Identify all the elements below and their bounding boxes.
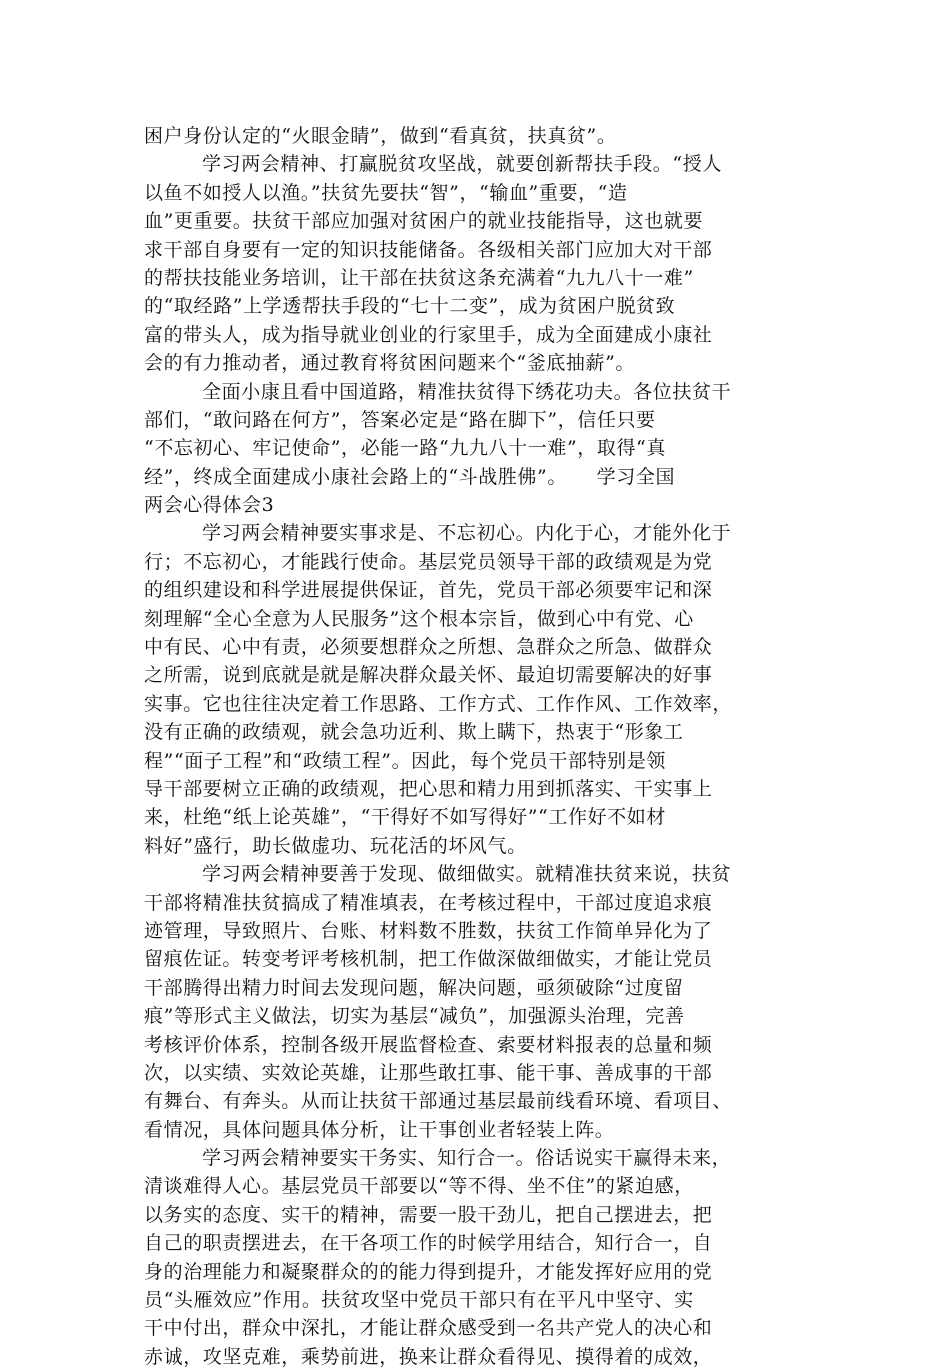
text-line: 导干部要树立正确的政绩观，把心思和精力用到抓落实、干实事上: [144, 777, 713, 800]
text-line: 富的带头人，成为指导就业创业的行家里手，成为全面建成小康社: [144, 323, 713, 346]
text-line: 考核评价体系，控制各级开展监督检查、索要材料报表的总量和频: [144, 1033, 713, 1056]
text-line: 的帮扶技能业务培训，让干部在扶贫这条充满着“九九八十一难”: [144, 266, 694, 289]
text-line: 来，杜绝“纸上论英雄”，“干得好不如写得好”“工作好不如材: [144, 806, 666, 829]
text-line: 留痕佐证。转变考评考核机制，把工作做深做细做实，才能让党员: [144, 948, 713, 971]
text-line: 之所需，说到底就是就是解决群众最关怀、最迫切需要解决的好事: [144, 664, 713, 687]
text-line: 干中付出，群众中深扎，才能让群众感受到一名共产党人的决心和: [144, 1317, 713, 1340]
text-line: 血”更重要。扶贫干部应加强对贫困户的就业技能指导，这也就要: [144, 210, 704, 233]
text-line: 行；不忘初心，才能践行使命。基层党员领导干部的政绩观是为党: [144, 550, 713, 573]
text-line: 次，以实绩、实效论英雄，让那些敢扛事、能干事、善成事的干部: [144, 1061, 713, 1084]
text-line: 全面小康且看中国道路，精准扶贫得下绣花功夫。各位扶贫干: [202, 380, 732, 403]
text-line: 以务实的态度、实干的精神，需要一股干劲儿，把自己摆进去，把: [144, 1203, 713, 1226]
text-line: 学习两会精神要实干务实、知行合一。俗话说实干赢得未来，: [202, 1147, 732, 1170]
text-line: 求干部自身要有一定的知识技能储备。各级相关部门应加大对干部: [144, 238, 713, 261]
text-line: 赤诚，攻坚克难，乘势前进，换来让群众看得见、摸得着的成效，: [144, 1345, 713, 1368]
text-line: 困户身份认定的“火眼金睛”，做到“看真贫，扶真贫”。: [144, 125, 617, 147]
text-line: 迹管理，导致照片、台账、材料数不胜数，扶贫工作简单异化为了: [144, 919, 713, 942]
text-line: 两会心得体会3: [144, 494, 275, 517]
text-line: 干部腾得出精力时间去发现问题，解决问题，亟须破除“过度留: [144, 976, 684, 999]
text-line: 有舞台、有奔头。从而让扶贫干部通过基层最前线看环境、看项目、: [144, 1090, 733, 1113]
text-line: 身的治理能力和凝聚群众的的能力得到提升，才能发挥好应用的党: [144, 1260, 713, 1283]
text-line: 经”，终成全面建成小康社会路上的“斗战胜佛”。 学习全国: [144, 465, 676, 488]
text-line: 部们，“敢问路在何方”，答案必定是“路在脚下”，信任只要: [144, 408, 656, 431]
text-line: 以鱼不如授人以渔。”扶贫先要扶“智”，“输血”重要，“造: [144, 181, 628, 204]
text-line: 会的有力推动者，通过教育将贫困问题来个“釜底抽薪”。: [144, 352, 636, 375]
text-line: 看情况，具体问题具体分析，让干事创业者轻装上阵。: [144, 1118, 615, 1141]
text-line: “不忘初心、牢记使命”，必能一路“九九八十一难”，取得“真: [144, 437, 666, 460]
text-line: 中有民、心中有责，必须要想群众之所想、急群众之所急、做群众: [144, 636, 713, 659]
text-line: 痕”等形式主义做法，切实为基层“减负”，加强源头治理，完善: [144, 1005, 685, 1028]
text-line: 干部将精准扶贫搞成了精准填表，在考核过程中，干部过度追求痕: [144, 891, 713, 914]
text-line: 实事。它也往往决定着工作思路、工作方式、工作作风、工作效率，: [144, 692, 733, 715]
text-line: 程”“面子工程”和“政绩工程”。因此，每个党员干部特别是领: [144, 749, 666, 772]
text-line: 学习两会精神要善于发现、做细做实。就精准扶贫来说，扶贫: [202, 863, 732, 886]
text-line: 学习两会精神、打赢脱贫攻坚战，就要创新帮扶手段。“授人: [202, 153, 722, 176]
text-line: 刻理解“全心全意为人民服务”这个根本宗旨，做到心中有党、心: [144, 607, 694, 630]
text-line: 自己的职责摆进去，在干各项工作的时候学用结合，知行合一，自: [144, 1232, 713, 1255]
text-line: 清谈难得人心。基层党员干部要以“等不得、坐不住”的紧迫感，: [144, 1175, 694, 1198]
text-line: 员“头雁效应”作用。扶贫攻坚中党员干部只有在平凡中坚守、实: [144, 1289, 694, 1312]
text-line: 的组织建设和科学进展提供保证，首先，党员干部必须要牢记和深: [144, 579, 713, 602]
text-line: 料好”盛行，助长做虚功、玩花活的坏风气。: [144, 834, 527, 857]
text-line: 的“取经路”上学透帮扶手段的“七十二变”，成为贫困户脱贫致: [144, 295, 676, 318]
text-line: 学习两会精神要实事求是、不忘初心。内化于心，才能外化于: [202, 522, 732, 545]
text-line: 没有正确的政绩观，就会急功近利、欺上瞒下，热衷于“形象工: [144, 721, 684, 744]
document-text: [144, 122, 824, 1371]
